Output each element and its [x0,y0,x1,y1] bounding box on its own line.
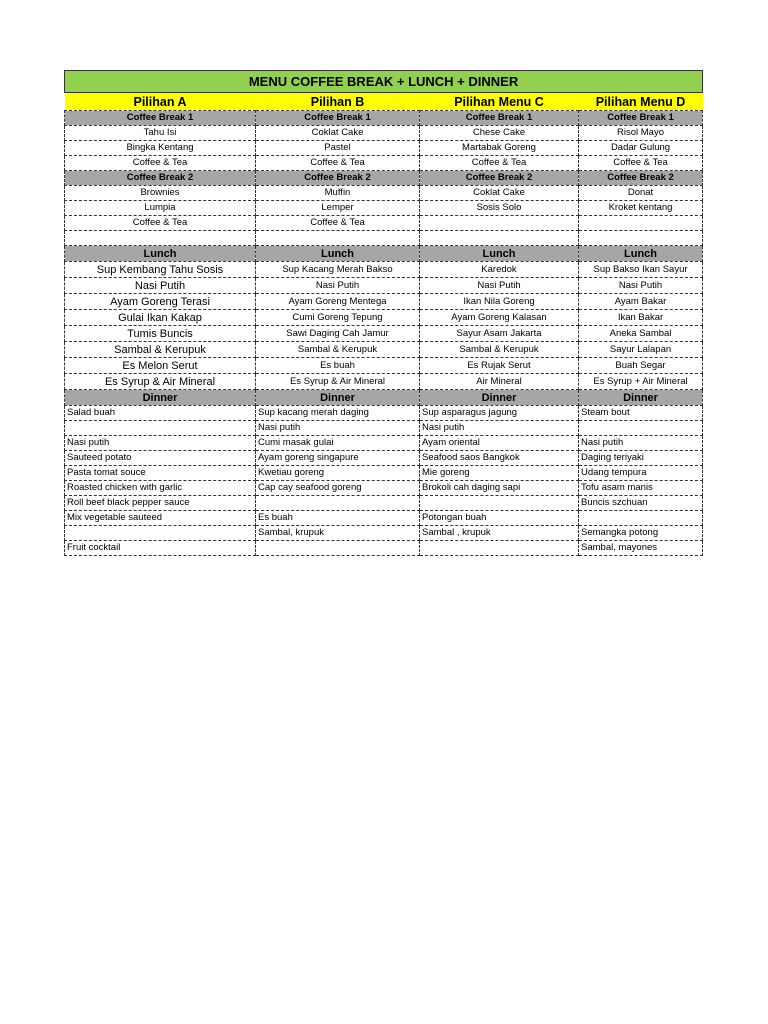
dinner-row [65,436,703,451]
coffee-break-2-cell-b: Coffee & Tea [256,216,420,231]
coffee-break-2-cell-a: Coffee & Tea [65,216,256,231]
dinner-cell-d [579,421,703,436]
coffee-break-1-row [65,126,703,141]
coffee-break-2-cell-d: Kroket kentang [579,201,703,216]
coffee-break-1-cell-d: Coffee & Tea [579,156,703,171]
lunch-cell-b: Sambal & Kerupuk [256,342,420,358]
coffee-break-1-cell-b: Coffee & Tea [256,156,420,171]
coffee-break-2-row [65,201,703,216]
dinner-cell-d: Tofu asam manis [579,481,703,496]
dinner-cell-c: Sambal , krupuk [420,526,579,541]
choices-row [65,93,703,111]
dinner-cell-b: Es buah [256,511,420,526]
coffee-break-1-cell-c: Chese Cake [420,126,579,141]
coffee-break-1-header-d: Coffee Break 1 [579,111,703,126]
dinner-cell-a [65,421,256,436]
title-row [65,71,703,93]
coffee-break-2-cell-c: Sosis Solo [420,201,579,216]
lunch-cell-d: Es Syrup + Air Mineral [579,374,703,390]
coffee-break-1-cell-d: Dadar Gulung [579,141,703,156]
lunch-cell-a: Sup Kembang Tahu Sosis [65,262,256,278]
coffee-break-1-header-c: Coffee Break 1 [420,111,579,126]
lunch-cell-a: Tumis Buncis [65,326,256,342]
dinner-header-c: Dinner [420,390,579,406]
dinner-header-row [65,390,703,406]
coffee-break-1-row [65,141,703,156]
dinner-cell-a: Fruit cocktail [65,541,256,556]
coffee-break-2-cell-a: Lumpia [65,201,256,216]
coffee-break-1-header-a: Coffee Break 1 [65,111,256,126]
lunch-row [65,262,703,278]
menu-sheet [64,70,702,556]
dinner-cell-a: Pasta tomat souce [65,466,256,481]
lunch-row [65,294,703,310]
dinner-row [65,481,703,496]
coffee-break-2-cell-b: Muffin [256,186,420,201]
dinner-cell-c: Sup asparagus jagung [420,406,579,421]
dinner-cell-d: Sambal, mayones [579,541,703,556]
dinner-cell-b: Sup kacang merah daging [256,406,420,421]
dinner-cell-c: Mie goreng [420,466,579,481]
dinner-cell-a [65,526,256,541]
dinner-cell-d: Semangka potong [579,526,703,541]
dinner-row [65,406,703,421]
coffee-break-2-header-c: Coffee Break 2 [420,171,579,186]
lunch-cell-c: Sayur Asam Jakarta [420,326,579,342]
dinner-cell-c: Potongan buah [420,511,579,526]
lunch-cell-d: Nasi Putih [579,278,703,294]
lunch-cell-a: Es Melon Serut [65,358,256,374]
lunch-header-d: Lunch [579,246,703,262]
dinner-cell-a: Nasi putih [65,436,256,451]
coffee-break-2-header-b: Coffee Break 2 [256,171,420,186]
lunch-row [65,358,703,374]
column-header-b: Pilihan B [256,93,420,111]
lunch-header-a: Lunch [65,246,256,262]
coffee-break-1-row [65,156,703,171]
lunch-cell-c: Es Rujak Serut [420,358,579,374]
coffee-break-1-header-row [65,111,703,126]
column-header-d: Pilihan Menu D [579,93,703,111]
lunch-cell-a: Es Syrup & Air Mineral [65,374,256,390]
dinner-row [65,496,703,511]
dinner-cell-c [420,541,579,556]
coffee-break-2-cell-c: Coklat Cake [420,186,579,201]
lunch-row [65,342,703,358]
lunch-row [65,310,703,326]
dinner-cell-a: Roasted chicken with garlic [65,481,256,496]
lunch-cell-d: Ikan Bakar [579,310,703,326]
dinner-cell-a: Mix vegetable sauteed [65,511,256,526]
dinner-row [65,511,703,526]
dinner-cell-d: Nasi putih [579,436,703,451]
coffee-break-1-cell-a: Coffee & Tea [65,156,256,171]
dinner-cell-b [256,496,420,511]
lunch-cell-c: Karedok [420,262,579,278]
dinner-cell-b: Kwetiau goreng [256,466,420,481]
column-header-a: Pilihan A [65,93,256,111]
lunch-cell-b: Sup Kacang Merah Bakso [256,262,420,278]
dinner-cell-a: Roll beef black pepper sauce [65,496,256,511]
lunch-cell-d: Ayam Bakar [579,294,703,310]
dinner-cell-d: Udang tempura [579,466,703,481]
lunch-cell-b: Nasi Putih [256,278,420,294]
dinner-header-a: Dinner [65,390,256,406]
dinner-cell-c: Seafood saos Bangkok [420,451,579,466]
coffee-break-2-row [65,186,703,201]
lunch-cell-b: Ayam Goreng Mentega [256,294,420,310]
dinner-row [65,421,703,436]
dinner-cell-b: Cap cay seafood goreng [256,481,420,496]
dinner-cell-b: Ayam goreng singapure [256,451,420,466]
coffee-break-2-cell-a: Brownies [65,186,256,201]
coffee-break-2-header-row [65,171,703,186]
lunch-cell-d: Sayur Lalapan [579,342,703,358]
lunch-cell-b: Sawi Daging Cah Jamur [256,326,420,342]
dinner-cell-d: Buncis szchuan [579,496,703,511]
lunch-header-b: Lunch [256,246,420,262]
dinner-row [65,466,703,481]
coffee-break-1-cell-d: Risol Mayo [579,126,703,141]
coffee-break-1-cell-b: Pastel [256,141,420,156]
coffee-break-1-cell-b: Coklat Cake [256,126,420,141]
dinner-cell-c: Brokoli cah daging sapi [420,481,579,496]
lunch-cell-b: Cumi Goreng Tepung [256,310,420,326]
lunch-header-c: Lunch [420,246,579,262]
coffee-break-2-cell-c [420,216,579,231]
dinner-cell-d: Steam bout [579,406,703,421]
lunch-cell-c: Sambal & Kerupuk [420,342,579,358]
lunch-cell-c: Air Mineral [420,374,579,390]
coffee-break-2-header-a: Coffee Break 2 [65,171,256,186]
lunch-cell-a: Sambal & Kerupuk [65,342,256,358]
dinner-row [65,541,703,556]
lunch-cell-a: Nasi Putih [65,278,256,294]
coffee-break-2-cell-c [420,231,579,246]
lunch-cell-d: Buah Segar [579,358,703,374]
lunch-header-row [65,246,703,262]
lunch-cell-a: Ayam Goreng Terasi [65,294,256,310]
lunch-row [65,374,703,390]
dinner-cell-a: Salad buah [65,406,256,421]
coffee-break-1-cell-a: Tahu Isi [65,126,256,141]
dinner-cell-b [256,541,420,556]
dinner-cell-b: Nasi putih [256,421,420,436]
coffee-break-2-row [65,231,703,246]
dinner-header-d: Dinner [579,390,703,406]
coffee-break-1-cell-a: Bingka Kentang [65,141,256,156]
dinner-cell-c: Ayam oriental [420,436,579,451]
coffee-break-1-header-b: Coffee Break 1 [256,111,420,126]
dinner-header-b: Dinner [256,390,420,406]
dinner-row [65,526,703,541]
coffee-break-1-cell-c: Martabak Goreng [420,141,579,156]
coffee-break-2-cell-b [256,231,420,246]
dinner-cell-d: Daging teriyaki [579,451,703,466]
dinner-row [65,451,703,466]
dinner-cell-a: Sauteed potato [65,451,256,466]
coffee-break-2-cell-d [579,216,703,231]
coffee-break-2-row [65,216,703,231]
dinner-cell-b: Cumi masak gulai [256,436,420,451]
lunch-cell-c: Ayam Goreng Kalasan [420,310,579,326]
lunch-row [65,326,703,342]
lunch-cell-b: Es Syrup & Air Mineral [256,374,420,390]
coffee-break-2-header-d: Coffee Break 2 [579,171,703,186]
lunch-row [65,278,703,294]
menu-title: MENU COFFEE BREAK + LUNCH + DINNER [65,71,703,93]
dinner-cell-d [579,511,703,526]
menu-table [64,70,703,556]
lunch-cell-c: Nasi Putih [420,278,579,294]
dinner-cell-b: Sambal, krupuk [256,526,420,541]
dinner-cell-c: Nasi putih [420,421,579,436]
coffee-break-2-cell-a [65,231,256,246]
coffee-break-2-cell-d: Donat [579,186,703,201]
dinner-cell-c [420,496,579,511]
lunch-cell-a: Gulai Ikan Kakap [65,310,256,326]
lunch-cell-d: Aneka Sambal [579,326,703,342]
lunch-cell-c: Ikan Nila Goreng [420,294,579,310]
coffee-break-1-cell-c: Coffee & Tea [420,156,579,171]
lunch-cell-d: Sup Bakso Ikan Sayur [579,262,703,278]
coffee-break-2-cell-d [579,231,703,246]
coffee-break-2-cell-b: Lemper [256,201,420,216]
lunch-cell-b: Es buah [256,358,420,374]
column-header-c: Pilihan Menu C [420,93,579,111]
